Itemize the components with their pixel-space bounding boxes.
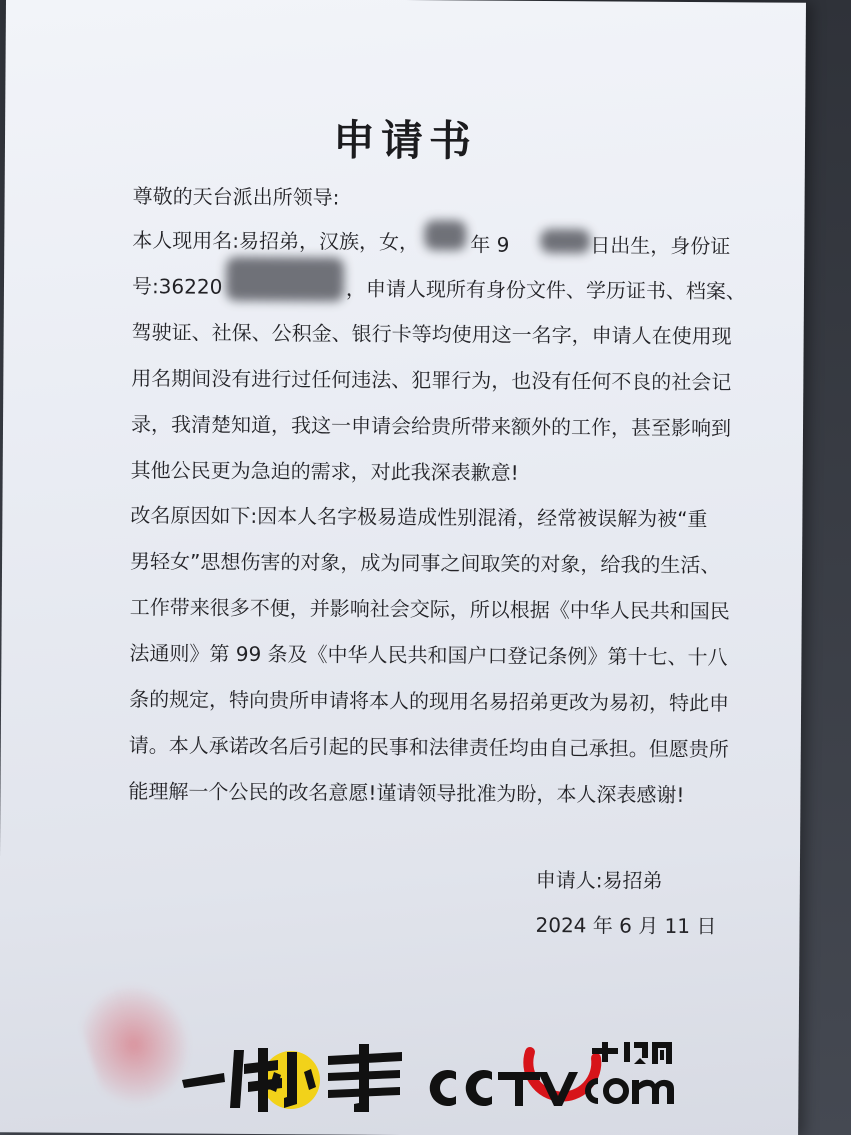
cctv-logo	[422, 1030, 677, 1120]
redacted-birth-year	[424, 220, 466, 250]
body-line-8: 男轻女”思想伤害的对象，成为同事之间取笑的对象，给我的生活、	[129, 549, 721, 578]
yijian-xiaoshi-logo	[178, 1042, 408, 1114]
body-line-11: 条的规定，特向贵所申请将本人的现用名易招弟更改为易初，特此申	[129, 687, 730, 716]
body-line-1a: 本人现用名:易招弟，汉族，女，	[132, 228, 420, 255]
salutation: 尊敬的天台派出所领导:	[132, 184, 340, 210]
body-line-1b: 年 9	[470, 232, 510, 257]
redacted-id-number	[226, 257, 344, 302]
body-line-2b: ，申请人现所有身份文件、学历证书、档案、	[345, 276, 747, 304]
body-line-10: 法通则》第 99 条及《中华人民共和国户口登记条例》第十七、十八	[129, 641, 728, 670]
body-line-12: 请。本人承诺改名后引起的民事和法律责任均由自己承担。但愿贵所	[128, 733, 729, 762]
body-line-7: 改名原因如下:因本人名字极易造成性别混淆，经常被误解为被“重	[130, 503, 708, 532]
body-line-9: 工作带来很多不便，并影响社会交际，所以根据《中华人民共和国民	[129, 595, 730, 624]
body-line-5: 录，我清楚知道，我这一申请会给贵所带来额外的工作，甚至影响到	[130, 412, 732, 441]
body-line-13: 能理解一个公民的改名意愿!谨请领导批准为盼，本人深表感谢!	[128, 779, 685, 807]
body-line-1c: 日出生，身份证	[590, 233, 731, 259]
application-date: 2024 年 6 月 11 日	[535, 912, 717, 939]
body-line-3: 驾驶证、社保、公积金、银行卡等均使用这一名字，申请人在使用现	[131, 320, 732, 349]
body-line-6: 其他公民更为急迫的需求，对此我深表歉意!	[130, 458, 519, 485]
document-title: 申请书	[332, 115, 478, 166]
body-line-4: 用名期间没有进行过任何违法、犯罪行为，也没有任何不良的社会记	[131, 366, 732, 395]
redacted-birth-day	[540, 229, 590, 253]
body-line-2a: 号:36220	[131, 274, 223, 299]
applicant-signature: 申请人:易招弟	[535, 867, 663, 893]
